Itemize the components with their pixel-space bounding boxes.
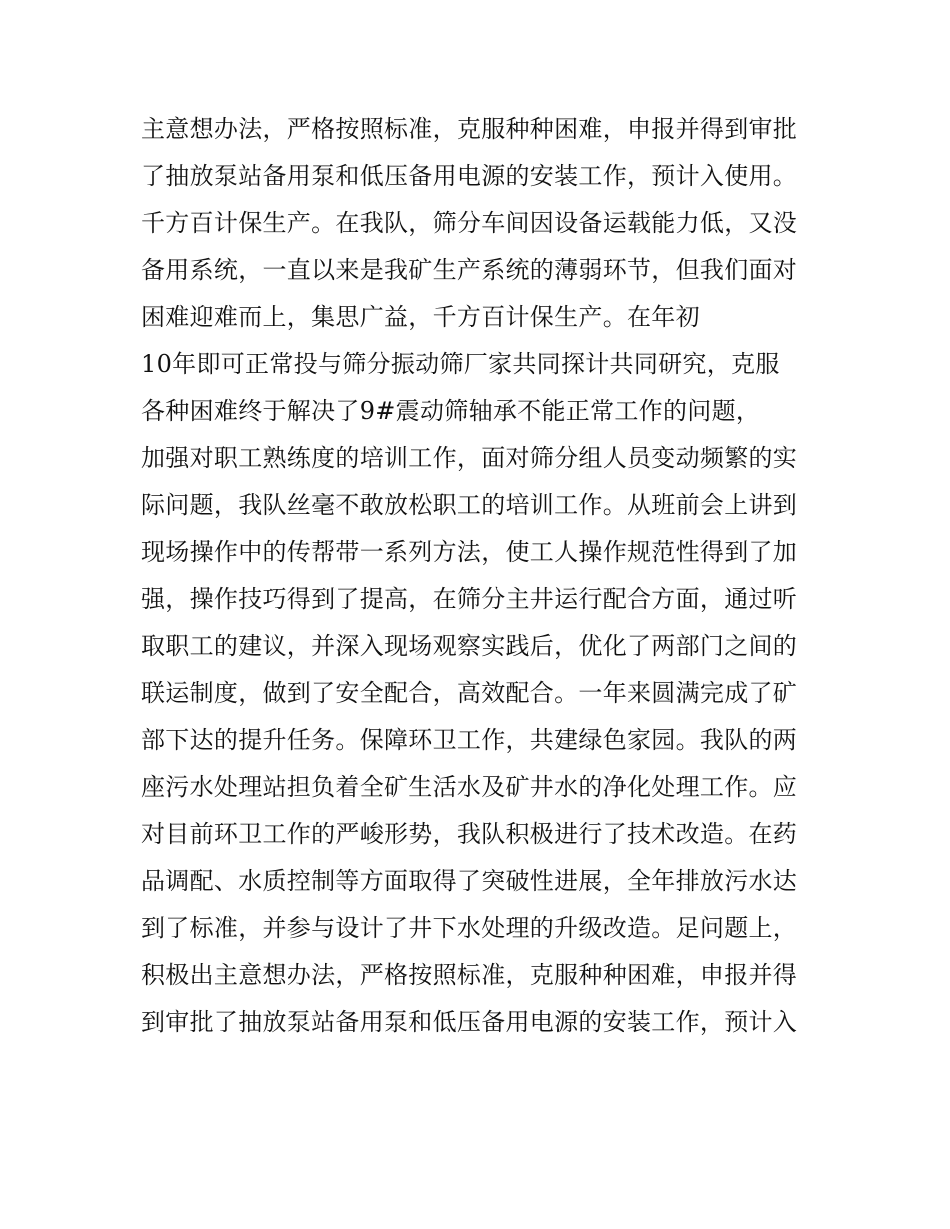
text-line: 各种困难终于解决了9#震动筛轴承不能正常工作的问题，: [141, 397, 761, 425]
text-line: 取职工的建议，并深入现场观察实践后，优化了两部门之间的: [141, 632, 798, 660]
text-line: 对目前环卫工作的严峻形势，我队积极进行了技术改造。在药: [141, 820, 798, 848]
text-line: 备用系统，一直以来是我矿生产系统的薄弱环节，但我们面对: [141, 256, 798, 284]
text-line: 困难迎难而上，集思广益，千方百计保生产。在年初: [141, 303, 700, 331]
text-line: 座污水处理站担负着全矿生活水及矿井水的净化处理工作。应: [141, 773, 798, 801]
text-line: 联运制度，做到了安全配合，高效配合。一年来圆满完成了矿: [141, 679, 798, 707]
text-line: 强，操作技巧得到了提高，在筛分主井运行配合方面，通过听: [141, 585, 798, 613]
text-line: 主意想办法，严格按照标准，克服种种困难，申报并得到审批: [141, 115, 798, 143]
text-line: 了抽放泵站备用泵和低压备用电源的安装工作，预计入使用。: [141, 162, 798, 190]
text-line: 部下达的提升任务。保障环卫工作，共建绿色家园。我队的两: [141, 726, 798, 754]
text-line: 加强对职工熟练度的培训工作，面对筛分组人员变动频繁的实: [141, 444, 798, 472]
text-line: 现场操作中的传帮带一系列方法，使工人操作规范性得到了加: [141, 538, 798, 566]
text-line: 积极出主意想办法，严格按照标准，克服种种困难，申报并得: [141, 961, 798, 989]
text-line: 到审批了抽放泵站备用泵和低压备用电源的安装工作，预计入: [141, 1008, 798, 1036]
text-line: 际问题，我队丝毫不敢放松职工的培训工作。从班前会上讲到: [141, 491, 798, 519]
text-line: 品调配、水质控制等方面取得了突破性进展，全年排放污水达: [141, 867, 798, 895]
text-line: 10年即可正常投与筛分振动筛厂家共同探计共同研究，克服: [141, 350, 780, 378]
text-line: 到了标准，并参与设计了井下水处理的升级改造。足问题上，: [141, 914, 798, 942]
body-text: [141, 106, 821, 1046]
text-line: 千方百计保生产。在我队，筛分车间因设备运载能力低，又没: [141, 209, 798, 237]
